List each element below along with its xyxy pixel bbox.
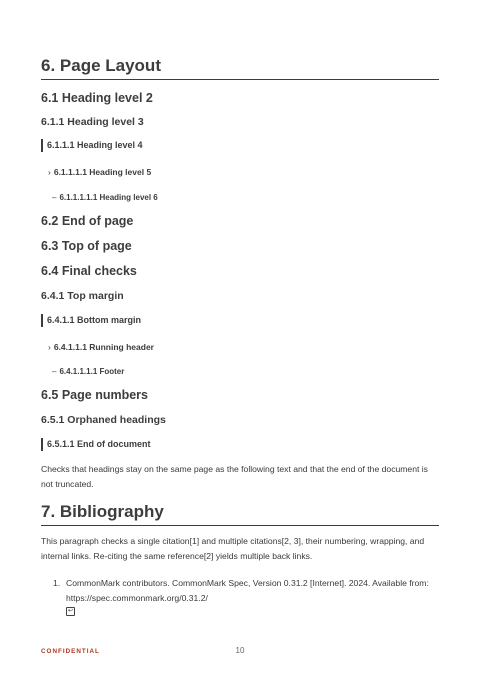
- heading-6-4-1-1-1: [48, 341, 154, 353]
- heading-6-2: 6.2 End of page: [41, 214, 134, 228]
- reference-text: CommonMark contributors. CommonMark Spec, Version 0.31.2 [Internet]. 2024. Available from: https://spec.commonmark.org/0.31.2/: [66, 578, 429, 603]
- heading-6-1-1-1-1: [48, 166, 151, 178]
- section-6-heading: 6. Page Layout: [41, 56, 439, 80]
- footer-page-number: 10: [235, 646, 245, 655]
- heading-marker: ›: [48, 167, 51, 177]
- heading-6-1-1-1-1-1: [52, 192, 158, 204]
- paragraph-text: This paragraph checks a single citation: [41, 536, 190, 546]
- heading-6-3: 6.3 Top of page: [41, 239, 132, 253]
- heading-6-1: 6.1 Heading level 2: [41, 91, 153, 105]
- section-6-paragraph: Checks that headings stay on the same page as the following text and that the end of the document is not truncated.: [41, 464, 428, 489]
- heading-6-5: 6.5 Page numbers: [41, 388, 148, 402]
- citation-link[interactable]: [2]: [203, 551, 214, 561]
- citation-link[interactable]: [2, 3]: [281, 536, 301, 546]
- paragraph-text: and multiple citations: [199, 536, 282, 546]
- heading-label: 6.1.1.1.1 Heading level 5: [53, 167, 152, 177]
- paragraph-text: , their numbering, wrapping, and internal links. Re-citing the same reference: [41, 536, 425, 561]
- heading-label: 6.4.1.1.1.1 Footer: [59, 367, 125, 376]
- citation-link[interactable]: [1]: [189, 536, 200, 546]
- heading-label: 6.1.1.1.1.1 Heading level 6: [59, 193, 158, 202]
- heading-6-1-1: 6.1.1 Heading level 3: [41, 116, 144, 128]
- heading-marker: ›: [48, 342, 51, 352]
- heading-6-5-1-1: 6.5.1.1 End of document: [41, 438, 151, 451]
- bibliography-paragraph: [41, 534, 441, 564]
- footer-confidential-label: CONFIDENTIAL: [41, 648, 100, 655]
- heading-6-4-1-1: 6.4.1.1 Bottom margin: [41, 314, 141, 327]
- heading-6-4-1: 6.4.1 Top margin: [41, 290, 124, 302]
- heading-6-4: 6.4 Final checks: [41, 264, 137, 278]
- reference-list-item: [53, 576, 433, 620]
- heading-marker: –: [52, 367, 57, 376]
- heading-6-4-1-1-1-1: [52, 366, 124, 378]
- heading-6-1-1-1: 6.1.1.1 Heading level 4: [41, 139, 143, 152]
- heading-label: 6.4.1.1.1 Running header: [53, 342, 154, 352]
- reference-number: 1.: [53, 578, 61, 588]
- heading-marker: –: [52, 193, 57, 202]
- paragraph-text: yields multiple back links.: [213, 551, 313, 561]
- section-7-heading: 7. Bibliography: [41, 502, 439, 526]
- back-link-icon[interactable]: ↩: [67, 608, 74, 614]
- heading-6-5-1: 6.5.1 Orphaned headings: [41, 414, 166, 426]
